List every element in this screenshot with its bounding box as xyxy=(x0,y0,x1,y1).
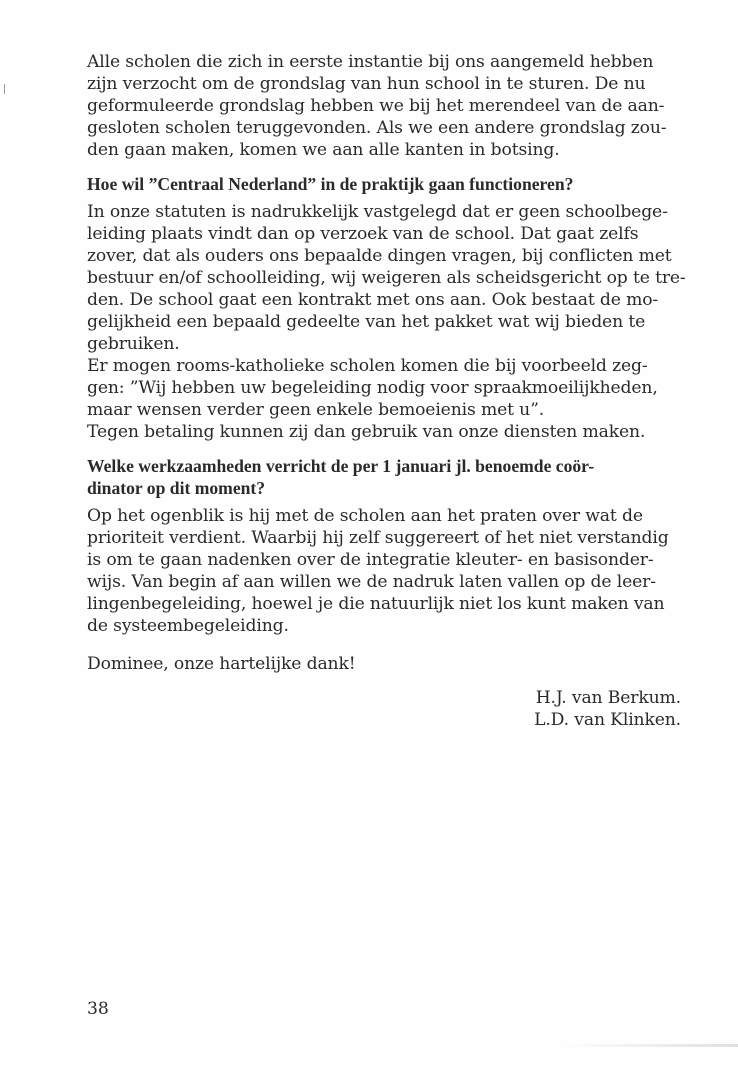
signature-author-2: L.D. van Klinken. xyxy=(534,710,681,730)
question-heading: dinator op dit moment? xyxy=(87,478,266,498)
paragraph-line: bestuur en/of schoolleiding, wij weigeren als scheidsgericht op te tre- xyxy=(87,268,686,288)
paragraph-line: gelijkheid een bepaald gedeelte van het pakket wat wij bieden te xyxy=(87,312,646,332)
question-heading: Welke werkzaamheden verricht de per 1 januari jl. benoemde coör- xyxy=(87,456,595,476)
paragraph-line: prioriteit verdient. Waarbij hij zelf suggereert of het niet verstandig xyxy=(87,528,669,548)
paragraph-line: Alle scholen die zich in eerste instantie bij ons aangemeld hebben xyxy=(87,52,654,72)
page-number: 38 xyxy=(87,999,109,1019)
paragraph-line: zover, dat als ouders ons bepaalde dingen vragen, bij conflicten met xyxy=(87,246,672,266)
paragraph-line: maar wensen verder geen enkele bemoeienis met u”. xyxy=(87,400,545,420)
paragraph-line: In onze statuten is nadrukkelijk vastgelegd dat er geen schoolbege- xyxy=(87,202,668,222)
paragraph-line: den gaan maken, komen we aan alle kanten in botsing. xyxy=(87,140,560,160)
paragraph-line: gesloten scholen teruggevonden. Als we een andere grondslag zou- xyxy=(87,118,667,138)
paragraph-line: Er mogen rooms-katholieke scholen komen die bij voorbeeld zeg- xyxy=(87,356,648,376)
paragraph-line: is om te gaan nadenken over de integratie kleuter- en basisonder- xyxy=(87,550,654,570)
paragraph-line: wijs. Van begin af aan willen we de nadruk laten vallen op de leer- xyxy=(87,572,656,592)
question-heading: Hoe wil ”Centraal Nederland” in de praktijk gaan functioneren? xyxy=(87,174,574,194)
paragraph-line: gebruiken. xyxy=(87,334,180,354)
signature-author-1: H.J. van Berkum. xyxy=(535,688,681,708)
paragraph-line: de systeembegeleiding. xyxy=(87,616,289,636)
scan-edge-shadow xyxy=(560,1044,738,1047)
scan-mark xyxy=(4,84,5,94)
paragraph-line: Op het ogenblik is hij met de scholen aan het praten over wat de xyxy=(87,506,643,526)
paragraph-line: geformuleerde grondslag hebben we bij het merendeel van de aan- xyxy=(87,96,665,116)
paragraph-line: lingenbegeleiding, hoewel je die natuurlijk niet los kunt maken van xyxy=(87,594,665,614)
paragraph-line: zijn verzocht om de grondslag van hun school in te sturen. De nu xyxy=(87,74,646,94)
closing-line: Dominee, onze hartelijke dank! xyxy=(87,654,356,674)
paragraph-line: leiding plaats vindt dan op verzoek van de school. Dat gaat zelfs xyxy=(87,224,639,244)
paragraph-line: den. De school gaat een kontrakt met ons aan. Ook bestaat de mo- xyxy=(87,290,659,310)
paragraph-line: gen: ”Wij hebben uw begeleiding nodig voor spraakmoeilijkheden, xyxy=(87,378,658,398)
paragraph-line: Tegen betaling kunnen zij dan gebruik van onze diensten maken. xyxy=(87,422,646,442)
